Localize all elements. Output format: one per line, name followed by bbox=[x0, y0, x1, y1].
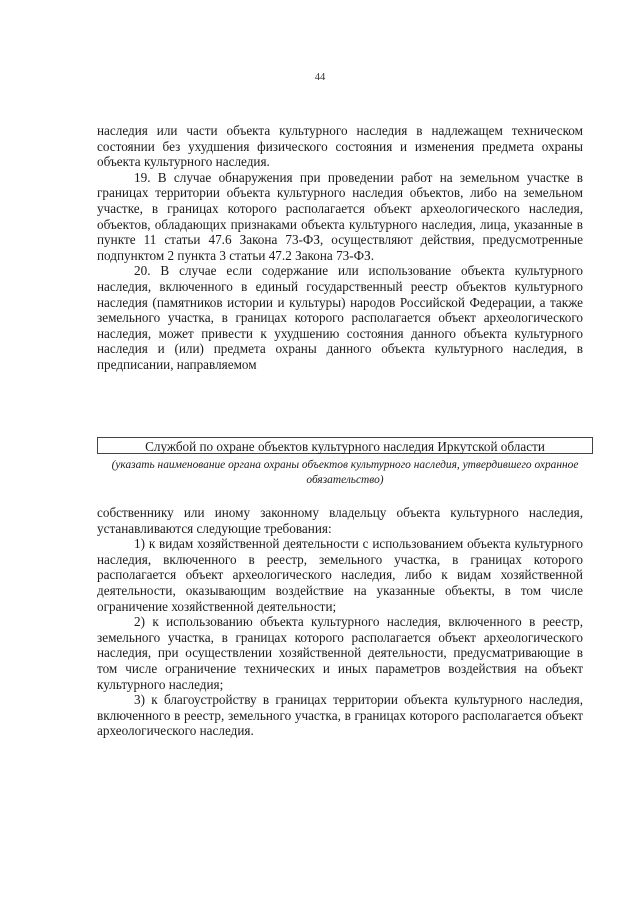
text-block-top bbox=[97, 123, 583, 373]
paragraph-19: 19. В случае обнаружения при проведении работ на земельном участке в границах территории объекта культурного наследия объектов, либо на земельном участке, в границах которого располагается объект археологического наследия, объектов, обладающих признаками объекта культурного наследия, лица, указанные в пункте 11 статьи 47.6 Закона 73-ФЗ, осуществляют действия, предусмотренные подпунктом 2 пункта 3 статьи 47.2 Закона 73-ФЗ. bbox=[97, 169, 583, 263]
page-number: 44 bbox=[314, 72, 326, 83]
authority-name-field: Службой по охране объектов культурного наследия Иркутской области bbox=[97, 437, 593, 454]
paragraph: наследия или части объекта культурного наследия в надлежащем техническом состоянии без ухудшения физического состояния и изменения предмета охраны объекта культурного наследия. bbox=[97, 123, 583, 170]
text-block-bottom bbox=[97, 505, 583, 739]
paragraph: собственнику или иному законному владельцу объекта культурного наследия, устанавливаются следующие требования: bbox=[97, 505, 583, 536]
paragraph-20: 20. В случае если содержание или использование объекта культурного наследия, включенного в единый государственный реестр объектов культурного наследия (памятников истории и культуры) народов Российской Федерации, а также земельного участка, в границах которого располагается объект археологического наследия, может привести к ухудшению состояния данного объекта культурного наследия и (или) предмета охраны данного объекта культурного наследия, в предписании, направляемом bbox=[97, 263, 583, 372]
authority-field-caption: (указать наименование органа охраны объектов культурного наследия, утвердившего охранное обязательство) bbox=[111, 459, 579, 486]
requirement-1: 1) к видам хозяйственной деятельности с использованием объекта культурного наследия, включенного в реестр, земельного участка, в границах которого располагается объект археологического наследия, либо к видам хозяйственной деятельности, оказывающим воздействие на указанные объекты, в том числе ограничение хозяйственной деятельности; bbox=[97, 536, 583, 614]
requirement-3: 3) к благоустройству в границах территории объекта культурного наследия, включенного в реестр, земельного участка, в границах которого располагается объект археологического наследия. bbox=[97, 692, 583, 739]
requirement-2: 2) к использованию объекта культурного наследия, включенного в реестр, земельного участка, в границах которого располагается объект археологического наследия, при осуществлении хозяйственной деятельности, предусматривающие в том числе ограничение технических и иных параметров воздействия на объект культурного наследия; bbox=[97, 614, 583, 692]
